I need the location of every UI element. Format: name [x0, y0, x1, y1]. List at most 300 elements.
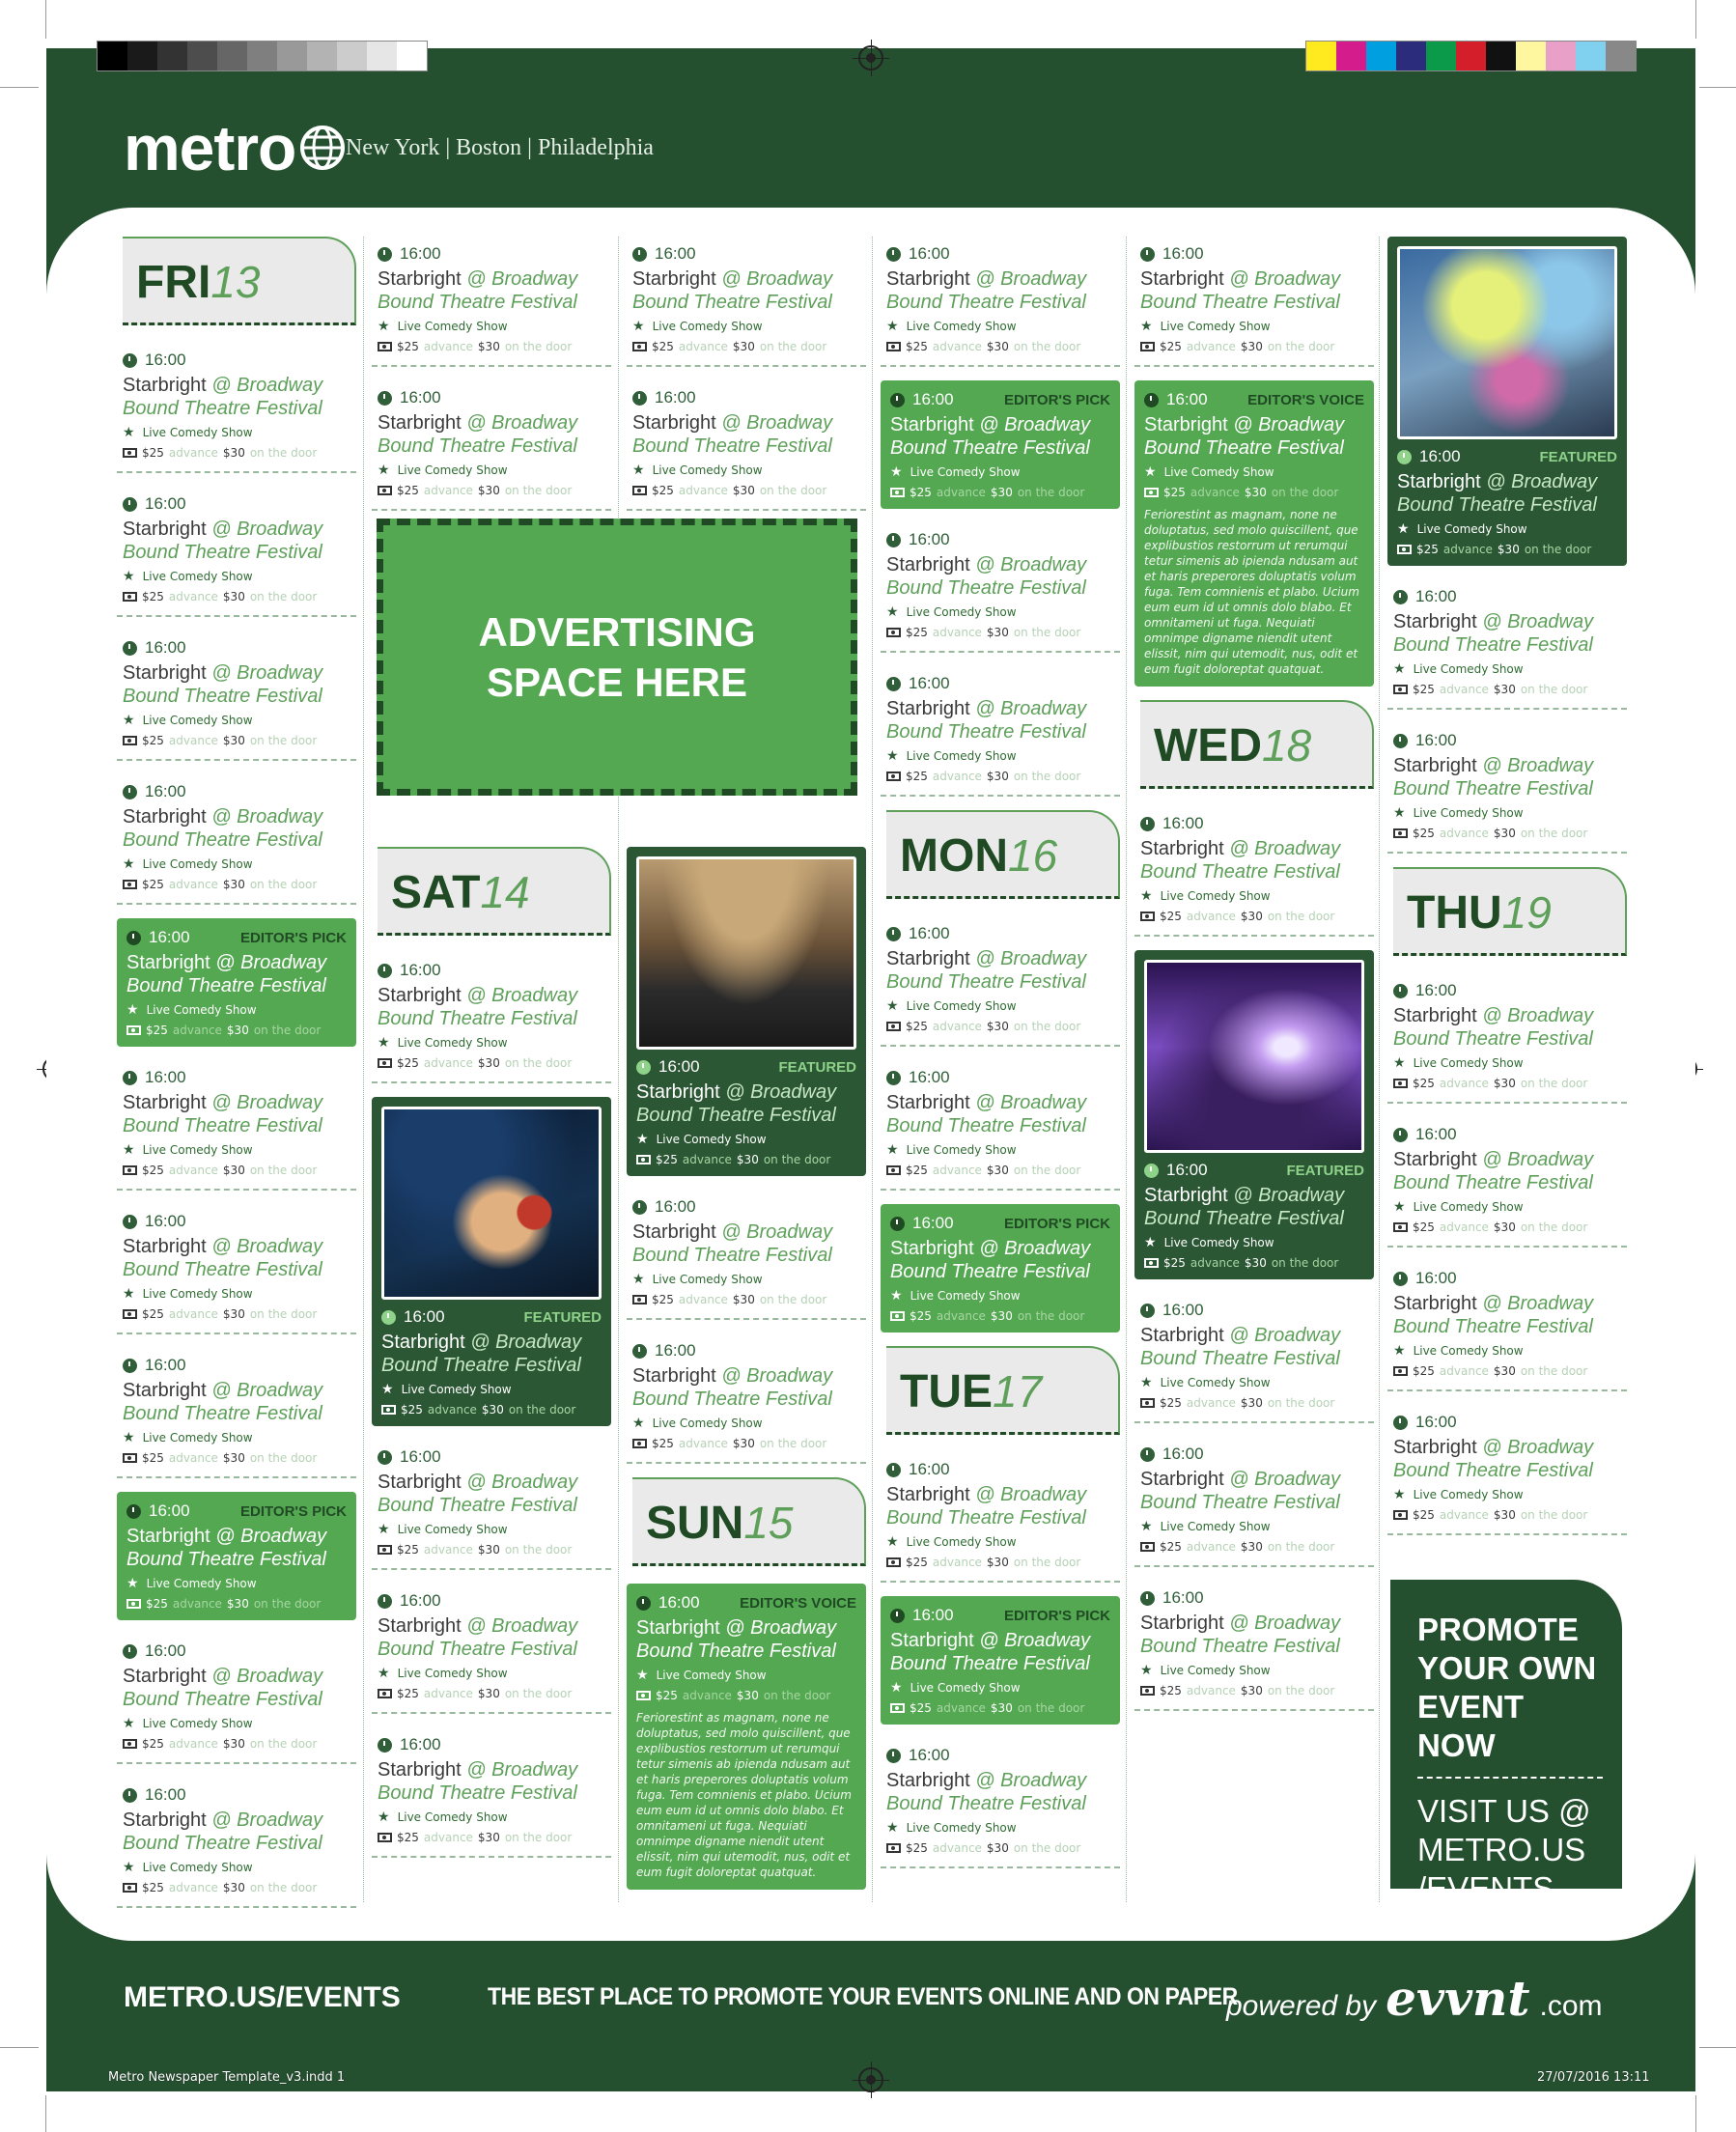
- event-category: ★ Live Comedy Show: [381, 1382, 512, 1397]
- event-time: 16:00: [632, 388, 860, 407]
- ticket-money-icon: [123, 880, 137, 889]
- ticket-money-icon: [890, 1311, 905, 1321]
- event-listing[interactable]: [372, 1584, 611, 1714]
- clock-icon: [123, 1644, 137, 1659]
- event-price: $25 advance $30 on the door: [378, 1831, 605, 1844]
- event-price: $25 advance $30 on the door: [1144, 486, 1364, 499]
- event-price: $25 advance $30 on the door: [632, 484, 860, 497]
- day-header-fri: FRI13: [123, 237, 356, 325]
- event-category: ★ Live Comedy Show: [636, 1132, 767, 1147]
- event-time: 16:00: [1393, 1413, 1621, 1432]
- event-title[interactable]: Starbright @ Broadway Bound Theatre Festival: [123, 1236, 323, 1280]
- event-price: $25 advance $30 on the door: [1140, 1684, 1368, 1697]
- event-listing[interactable]: [1387, 973, 1627, 1104]
- event-time: 16:00: [1140, 244, 1368, 264]
- event-title[interactable]: Starbright @ Broadway Bound Theatre Festival: [123, 1380, 323, 1424]
- star-icon: ★: [123, 1286, 135, 1302]
- column-divider: [363, 237, 364, 1902]
- advertising-space[interactable]: ADVERTISING SPACE HERE: [377, 519, 857, 796]
- star-icon: ★: [1393, 1343, 1406, 1359]
- clock-icon: [632, 1344, 647, 1359]
- print-date: 27/07/2016 13:11: [1537, 2070, 1650, 2085]
- editor-review-text: Feriorestint as magnam, none ne doluptatus, sed molo quiscillent, que explibustios restorrum ut rerumqui tetur simenis ab ipienda ndusam aut et haris preperores doluptatis volum fuga. Tem comnienis et plabo. Ucium eum eum id ut omnis dolo blabo. Et omnitameni ut fuga. Nequiati omnimpe digname niendit utent elissit, nim qui utemodit, nus, odit et eum fugit doloreptat quatquat.: [1144, 508, 1359, 676]
- evvnt-domain: .com: [1539, 1990, 1603, 2022]
- clock-icon: [636, 1060, 651, 1075]
- event-title[interactable]: Starbright @ Broadway Bound Theatre Festival: [123, 806, 323, 851]
- promote-event-box[interactable]: [1390, 1580, 1622, 1906]
- event-price: $25 advance $30 on the door: [1393, 827, 1621, 840]
- clock-icon: [890, 1217, 905, 1231]
- event-title[interactable]: Starbright @ Broadway Bound Theatre Festival: [1393, 611, 1594, 656]
- event-title[interactable]: Starbright @ Broadway Bound Theatre Festival: [123, 1666, 323, 1710]
- event-title[interactable]: Starbright @ Broadway Bound Theatre Festival: [1144, 414, 1345, 459]
- event-category: ★ Live Comedy Show: [1140, 1663, 1271, 1678]
- ticket-money-icon: [1144, 1258, 1159, 1268]
- event-price: $25 advance $30 on the door: [123, 1881, 350, 1894]
- event-photo[interactable]: [636, 856, 856, 1050]
- event-price: $25 advance $30 on the door: [1397, 543, 1617, 556]
- ticket-money-icon: [1140, 912, 1155, 921]
- clock-icon: [378, 391, 392, 406]
- event-listing[interactable]: [372, 953, 611, 1083]
- event-title[interactable]: Starbright @ Broadway Bound Theatre Festival: [123, 519, 323, 563]
- powered-by-label: powered by: [1226, 1990, 1377, 2022]
- ticket-money-icon: [126, 1025, 141, 1035]
- ticket-money-icon: [1393, 1366, 1408, 1376]
- clock-icon: [378, 964, 392, 978]
- event-title[interactable]: Starbright @ Broadway Bound Theatre Festival: [636, 1081, 837, 1126]
- ticket-money-icon: [378, 342, 392, 351]
- featured-badge: FEATURED: [778, 1058, 856, 1076]
- column-divider: [618, 237, 619, 1902]
- editors-pick-badge: EDITOR'S PICK: [240, 1502, 347, 1520]
- event-listing[interactable]: [627, 237, 866, 367]
- event-listing[interactable]: [1134, 1437, 1374, 1567]
- ticket-money-icon: [123, 592, 137, 602]
- star-icon: ★: [381, 1382, 394, 1397]
- city-list: New York | Boston | Philadelphia: [346, 135, 654, 160]
- event-listing[interactable]: [1387, 1261, 1627, 1391]
- event-category: ★ Live Comedy Show: [378, 1522, 508, 1537]
- event-time: 16:00: [632, 1197, 860, 1217]
- day-header-wed: WED18: [1140, 700, 1374, 789]
- event-title[interactable]: Starbright @ Broadway Bound Theatre Festival: [886, 698, 1087, 743]
- event-title[interactable]: Starbright @ Broadway Bound Theatre Festival: [632, 1365, 833, 1410]
- event-title[interactable]: Starbright @ Broadway Bound Theatre Festival: [1140, 1469, 1341, 1513]
- event-listing-featured[interactable]: [627, 847, 866, 1176]
- ticket-money-icon: [1393, 1079, 1408, 1088]
- event-listing[interactable]: [881, 1738, 1120, 1868]
- clock-icon: [1140, 1304, 1155, 1318]
- event-title[interactable]: Starbright @ Broadway Bound Theatre Festival: [886, 1484, 1087, 1529]
- ticket-money-icon: [123, 1883, 137, 1893]
- event-price: $25 advance $30 on the door: [1393, 683, 1621, 696]
- event-listing[interactable]: [881, 522, 1120, 653]
- event-listing[interactable]: [117, 1348, 356, 1478]
- event-title[interactable]: Starbright @ Broadway Bound Theatre Festival: [886, 554, 1087, 599]
- event-title[interactable]: Starbright @ Broadway Bound Theatre Festival: [381, 1332, 582, 1376]
- clock-icon: [123, 785, 137, 800]
- event-category: ★ Live Comedy Show: [636, 1668, 767, 1683]
- event-title[interactable]: Starbright @ Broadway Bound Theatre Festival: [126, 1526, 327, 1570]
- clock-icon: [1140, 247, 1155, 262]
- event-listing[interactable]: [117, 1634, 356, 1764]
- event-time: 16:00: [123, 1212, 350, 1231]
- clock-icon: [632, 247, 647, 262]
- clock-icon: [1140, 1447, 1155, 1462]
- event-title[interactable]: Starbright @ Broadway Bound Theatre Festival: [1393, 1005, 1594, 1050]
- clock-icon: [123, 1071, 137, 1085]
- registration-mark-icon: [858, 45, 883, 70]
- clock-icon: [1144, 1164, 1159, 1178]
- event-category: ★ Live Comedy Show: [123, 1860, 253, 1875]
- event-category: ★ Live Comedy Show: [1144, 464, 1274, 480]
- event-photo[interactable]: [1397, 246, 1617, 439]
- clock-icon: [378, 1594, 392, 1609]
- editors-pick-badge: EDITOR'S PICK: [1004, 1607, 1110, 1624]
- event-listing-editors-voice[interactable]: [1134, 380, 1374, 687]
- column-monday: [881, 237, 1120, 1882]
- color-bar: [1305, 41, 1637, 71]
- event-title[interactable]: Starbright @ Broadway Bound Theatre Festival: [123, 375, 323, 419]
- event-category: ★ Live Comedy Show: [123, 1716, 253, 1731]
- star-icon: ★: [378, 1522, 390, 1537]
- event-time: 16:00: [1393, 1125, 1621, 1144]
- event-price: $25 advance $30 on the door: [126, 1597, 347, 1611]
- promo-divider: [1417, 1777, 1603, 1779]
- event-category: ★ Live Comedy Show: [123, 856, 253, 872]
- event-listing[interactable]: [1387, 1405, 1627, 1535]
- event-listing[interactable]: [117, 631, 356, 761]
- event-title[interactable]: Starbright @ Broadway Bound Theatre Festival: [890, 1630, 1091, 1674]
- event-listing[interactable]: [881, 916, 1120, 1047]
- event-title[interactable]: Starbright @ Broadway Bound Theatre Festival: [378, 1472, 578, 1516]
- column-thursday: [1387, 237, 1627, 1549]
- event-price: $25 advance $30 on the door: [123, 446, 350, 460]
- clock-icon: [632, 1200, 647, 1215]
- event-listing[interactable]: [372, 380, 611, 511]
- star-icon: ★: [886, 604, 899, 620]
- event-price: $25 advance $30 on the door: [886, 626, 1114, 639]
- star-icon: ★: [1140, 1375, 1153, 1390]
- event-time: 16:00 EDITOR'S VOICE: [636, 1593, 856, 1613]
- event-listing-featured[interactable]: [1134, 950, 1374, 1279]
- event-listing[interactable]: [881, 237, 1120, 367]
- event-listing[interactable]: [881, 1452, 1120, 1583]
- ticket-money-icon: [1144, 488, 1159, 497]
- event-title[interactable]: Starbright @ Broadway Bound Theatre Festival: [123, 1809, 323, 1854]
- event-time: 16:00: [123, 1356, 350, 1375]
- star-icon: ★: [886, 998, 899, 1014]
- event-category: ★ Live Comedy Show: [1140, 1375, 1271, 1390]
- event-title[interactable]: Starbright @ Broadway Bound Theatre Festival: [632, 1221, 833, 1266]
- event-category: ★ Live Comedy Show: [1393, 661, 1524, 677]
- event-listing[interactable]: [372, 237, 611, 367]
- event-title[interactable]: Starbright @ Broadway Bound Theatre Festival: [378, 268, 578, 313]
- footer-url[interactable]: METRO.US/EVENTS: [124, 1981, 401, 2013]
- clock-icon: [381, 1310, 396, 1325]
- event-title[interactable]: Starbright @ Broadway Bound Theatre Festival: [1397, 471, 1598, 516]
- event-category: ★ Live Comedy Show: [1393, 1199, 1524, 1215]
- star-icon: ★: [378, 1666, 390, 1681]
- event-title[interactable]: Starbright @ Broadway Bound Theatre Festival: [378, 1615, 578, 1660]
- event-title[interactable]: Starbright @ Broadway Bound Theatre Festival: [126, 952, 327, 996]
- event-listing[interactable]: [1134, 806, 1374, 937]
- crop-mark: [1695, 0, 1696, 39]
- day-header-sat: SAT14: [378, 847, 611, 936]
- star-icon: ★: [378, 319, 390, 334]
- event-title[interactable]: Starbright @ Broadway Bound Theatre Festival: [1140, 1613, 1341, 1657]
- clock-icon: [126, 931, 141, 945]
- clock-icon: [1393, 734, 1408, 748]
- ticket-money-icon: [1393, 685, 1408, 694]
- event-listing[interactable]: [1134, 1581, 1374, 1711]
- ticket-money-icon: [1397, 545, 1412, 554]
- event-listing[interactable]: [1387, 579, 1627, 710]
- event-category: ★ Live Comedy Show: [1397, 521, 1527, 537]
- event-time: 16:00: [1393, 981, 1621, 1000]
- clock-icon: [123, 1788, 137, 1803]
- event-listing[interactable]: [627, 380, 866, 511]
- event-listing[interactable]: [372, 1440, 611, 1570]
- ticket-money-icon: [378, 486, 392, 495]
- star-icon: ★: [126, 1576, 139, 1591]
- event-listing[interactable]: [1387, 723, 1627, 854]
- event-title[interactable]: Starbright @ Broadway Bound Theatre Festival: [1140, 268, 1341, 313]
- event-time: 16:00: [378, 244, 605, 264]
- event-time: 16:00: [632, 244, 860, 264]
- event-listing[interactable]: [117, 1778, 356, 1908]
- clock-icon: [886, 1463, 901, 1477]
- event-category: ★ Live Comedy Show: [886, 998, 1017, 1014]
- event-listing-editors-pick[interactable]: [881, 1204, 1120, 1332]
- event-price: $25 advance $30 on the door: [1393, 1364, 1621, 1378]
- event-title[interactable]: Starbright @ Broadway Bound Theatre Festival: [890, 414, 1091, 459]
- event-listing[interactable]: [881, 666, 1120, 797]
- event-listing[interactable]: [117, 487, 356, 617]
- crop-mark: [45, 2095, 46, 2132]
- event-listing-featured[interactable]: [1387, 237, 1627, 566]
- event-title[interactable]: Starbright @ Broadway Bound Theatre Festival: [123, 662, 323, 707]
- day-header-sun: SUN15: [632, 1477, 866, 1566]
- star-icon: ★: [886, 1820, 899, 1836]
- event-listing-editors-voice[interactable]: [627, 1584, 866, 1890]
- event-title[interactable]: Starbright @ Broadway Bound Theatre Festival: [886, 948, 1087, 993]
- day-header-thu: THU19: [1393, 867, 1627, 956]
- clock-icon: [636, 1596, 651, 1611]
- event-title[interactable]: Starbright @ Broadway Bound Theatre Festival: [378, 1759, 578, 1804]
- event-category: ★ Live Comedy Show: [886, 1820, 1017, 1836]
- star-icon: ★: [123, 1716, 135, 1731]
- clock-icon: [1144, 393, 1159, 407]
- event-photo[interactable]: [381, 1107, 602, 1300]
- event-category: ★ Live Comedy Show: [1144, 1235, 1274, 1250]
- event-price: $25 advance $30 on the door: [1140, 340, 1368, 353]
- event-title[interactable]: Starbright @ Broadway Bound Theatre Festival: [1144, 1185, 1345, 1229]
- event-title[interactable]: Starbright @ Broadway Bound Theatre Festival: [123, 1092, 323, 1136]
- event-listing-editors-pick[interactable]: [117, 1492, 356, 1620]
- event-title[interactable]: Starbright @ Broadway Bound Theatre Festival: [1140, 1325, 1341, 1369]
- grayscale-bar: [97, 41, 428, 71]
- column-wednesday: [1134, 237, 1374, 1725]
- ticket-money-icon: [886, 342, 901, 351]
- event-category: ★ Live Comedy Show: [1140, 888, 1271, 904]
- event-category: ★ Live Comedy Show: [632, 463, 763, 478]
- event-time: 16:00: [123, 494, 350, 514]
- star-icon: ★: [886, 1534, 899, 1550]
- crop-mark: [0, 87, 39, 88]
- star-icon: ★: [632, 463, 645, 478]
- metro-logo: metro: [124, 111, 346, 184]
- event-title[interactable]: Starbright @ Broadway Bound Theatre Festival: [1393, 755, 1594, 800]
- event-category: ★ Live Comedy Show: [1393, 1487, 1524, 1502]
- event-listing-featured[interactable]: [372, 1097, 611, 1426]
- star-icon: ★: [1393, 1199, 1406, 1215]
- event-price: $25 advance $30 on the door: [890, 486, 1110, 499]
- event-listing[interactable]: [627, 1190, 866, 1320]
- event-listing[interactable]: [117, 343, 356, 473]
- star-icon: ★: [123, 1860, 135, 1875]
- footer-tagline: THE BEST PLACE TO PROMOTE YOUR EVENTS ONLINE AND ON PAPER: [488, 1983, 1238, 2010]
- star-icon: ★: [1393, 805, 1406, 821]
- event-title[interactable]: Starbright @ Broadway Bound Theatre Festival: [632, 268, 833, 313]
- star-icon: ★: [378, 1809, 390, 1825]
- ticket-money-icon: [378, 1545, 392, 1555]
- ticket-money-icon: [1140, 342, 1155, 351]
- clock-icon: [632, 391, 647, 406]
- event-title[interactable]: Starbright @ Broadway Bound Theatre Festival: [1393, 1293, 1594, 1337]
- event-title[interactable]: Starbright @ Broadway Bound Theatre Festival: [886, 1770, 1087, 1814]
- event-title[interactable]: Starbright @ Broadway Bound Theatre Festival: [1140, 838, 1341, 883]
- event-price: $25 advance $30 on the door: [123, 1307, 350, 1321]
- event-title[interactable]: Starbright @ Broadway Bound Theatre Festival: [1393, 1149, 1594, 1193]
- clock-icon: [1397, 450, 1412, 464]
- event-price: $25 advance $30 on the door: [886, 340, 1114, 353]
- event-photo[interactable]: [1144, 960, 1364, 1153]
- ticket-money-icon: [1393, 1510, 1408, 1520]
- event-category: ★ Live Comedy Show: [123, 569, 253, 584]
- event-category: ★ Live Comedy Show: [632, 1272, 763, 1287]
- ticket-money-icon: [1140, 1398, 1155, 1408]
- ticket-money-icon: [123, 1739, 137, 1749]
- event-category: ★ Live Comedy Show: [1393, 1055, 1524, 1071]
- event-listing[interactable]: [627, 1333, 866, 1464]
- editors-pick-badge: EDITOR'S PICK: [1004, 1215, 1110, 1232]
- event-price: $25 advance $30 on the door: [1393, 1508, 1621, 1522]
- event-time: 16:00 FEATURED: [636, 1057, 856, 1077]
- event-time: 16:00: [886, 530, 1114, 549]
- star-icon: ★: [378, 1035, 390, 1051]
- clock-icon: [123, 641, 137, 656]
- event-listing[interactable]: [881, 1060, 1120, 1191]
- event-listing[interactable]: [1387, 1117, 1627, 1248]
- event-listing-editors-pick[interactable]: [881, 380, 1120, 509]
- event-price: $25 advance $30 on the door: [378, 1687, 605, 1700]
- event-price: $25 advance $30 on the door: [886, 1841, 1114, 1855]
- event-listing-editors-pick[interactable]: [117, 918, 356, 1047]
- event-price: $25 advance $30 on the door: [123, 1164, 350, 1177]
- event-category: ★ Live Comedy Show: [123, 1286, 253, 1302]
- event-price: $25 advance $30 on the door: [886, 1164, 1114, 1177]
- event-category: ★ Live Comedy Show: [126, 1576, 257, 1591]
- event-time: 16:00 EDITOR'S PICK: [126, 928, 347, 947]
- ticket-money-icon: [890, 1703, 905, 1713]
- event-title[interactable]: Starbright @ Broadway Bound Theatre Festival: [886, 1092, 1087, 1136]
- event-title[interactable]: Starbright @ Broadway Bound Theatre Festival: [1393, 1437, 1594, 1481]
- event-time: 16:00: [886, 924, 1114, 943]
- event-title[interactable]: Starbright @ Broadway Bound Theatre Festival: [636, 1617, 837, 1662]
- event-category: ★ Live Comedy Show: [890, 464, 1021, 480]
- clock-icon: [1393, 1128, 1408, 1142]
- event-price: $25 advance $30 on the door: [1140, 1396, 1368, 1410]
- column-divider: [1126, 237, 1127, 1902]
- event-category: ★ Live Comedy Show: [123, 425, 253, 440]
- star-icon: ★: [126, 1002, 139, 1018]
- ticket-money-icon: [886, 1843, 901, 1853]
- event-time: 16:00 EDITOR'S VOICE: [1144, 390, 1364, 409]
- promo-cta[interactable]: VISIT US @ METRO.US /EVENTS: [1417, 1793, 1591, 1906]
- editors-voice-badge: EDITOR'S VOICE: [740, 1594, 856, 1612]
- event-title[interactable]: Starbright @ Broadway Bound Theatre Festival: [890, 1238, 1091, 1282]
- clock-icon: [123, 1359, 137, 1373]
- event-listing[interactable]: [372, 1727, 611, 1858]
- event-category: ★ Live Comedy Show: [123, 1142, 253, 1158]
- clock-icon: [378, 1738, 392, 1753]
- event-price: $25 advance $30 on the door: [123, 878, 350, 891]
- event-time: 16:00: [1393, 1269, 1621, 1288]
- ticket-money-icon: [1393, 828, 1408, 838]
- event-category: ★ Live Comedy Show: [1140, 1519, 1271, 1534]
- event-listing-editors-pick[interactable]: [881, 1596, 1120, 1725]
- event-listing[interactable]: [117, 774, 356, 905]
- ticket-money-icon: [1140, 1686, 1155, 1696]
- ticket-money-icon: [378, 1833, 392, 1842]
- evvnt-logo: evvnt: [1386, 1970, 1530, 2027]
- clock-icon: [890, 393, 905, 407]
- event-time: 16:00: [1393, 731, 1621, 750]
- ticket-money-icon: [126, 1599, 141, 1609]
- event-listing[interactable]: [117, 1060, 356, 1191]
- column-friday: [117, 237, 356, 1922]
- ticket-money-icon: [123, 448, 137, 458]
- event-category: ★ Live Comedy Show: [886, 319, 1017, 334]
- event-title[interactable]: Starbright @ Broadway Bound Theatre Festival: [378, 985, 578, 1029]
- event-time: 16:00: [378, 1447, 605, 1467]
- clock-icon: [1393, 1416, 1408, 1430]
- event-price: $25 advance $30 on the door: [636, 1153, 856, 1166]
- event-category: ★ Live Comedy Show: [886, 604, 1017, 620]
- event-title[interactable]: Starbright @ Broadway Bound Theatre Festival: [632, 412, 833, 457]
- event-price: $25 advance $30 on the door: [890, 1309, 1110, 1323]
- event-time: 16:00: [886, 1746, 1114, 1765]
- star-icon: ★: [886, 319, 899, 334]
- event-category: ★ Live Comedy Show: [123, 1430, 253, 1445]
- event-time: 16:00 EDITOR'S PICK: [890, 390, 1110, 409]
- ticket-money-icon: [632, 486, 647, 495]
- ticket-money-icon: [890, 488, 905, 497]
- event-price: $25 advance $30 on the door: [632, 1293, 860, 1306]
- event-title[interactable]: Starbright @ Broadway Bound Theatre Festival: [378, 412, 578, 457]
- ticket-money-icon: [636, 1155, 651, 1164]
- event-price: $25 advance $30 on the door: [123, 1737, 350, 1751]
- event-title[interactable]: Starbright @ Broadway Bound Theatre Festival: [886, 268, 1087, 313]
- event-listing[interactable]: [1134, 1293, 1374, 1423]
- editors-pick-badge: EDITOR'S PICK: [240, 929, 347, 946]
- star-icon: ★: [1140, 888, 1153, 904]
- event-listing[interactable]: [1134, 237, 1374, 367]
- event-listing[interactable]: [117, 1204, 356, 1334]
- crop-mark: [1699, 87, 1736, 88]
